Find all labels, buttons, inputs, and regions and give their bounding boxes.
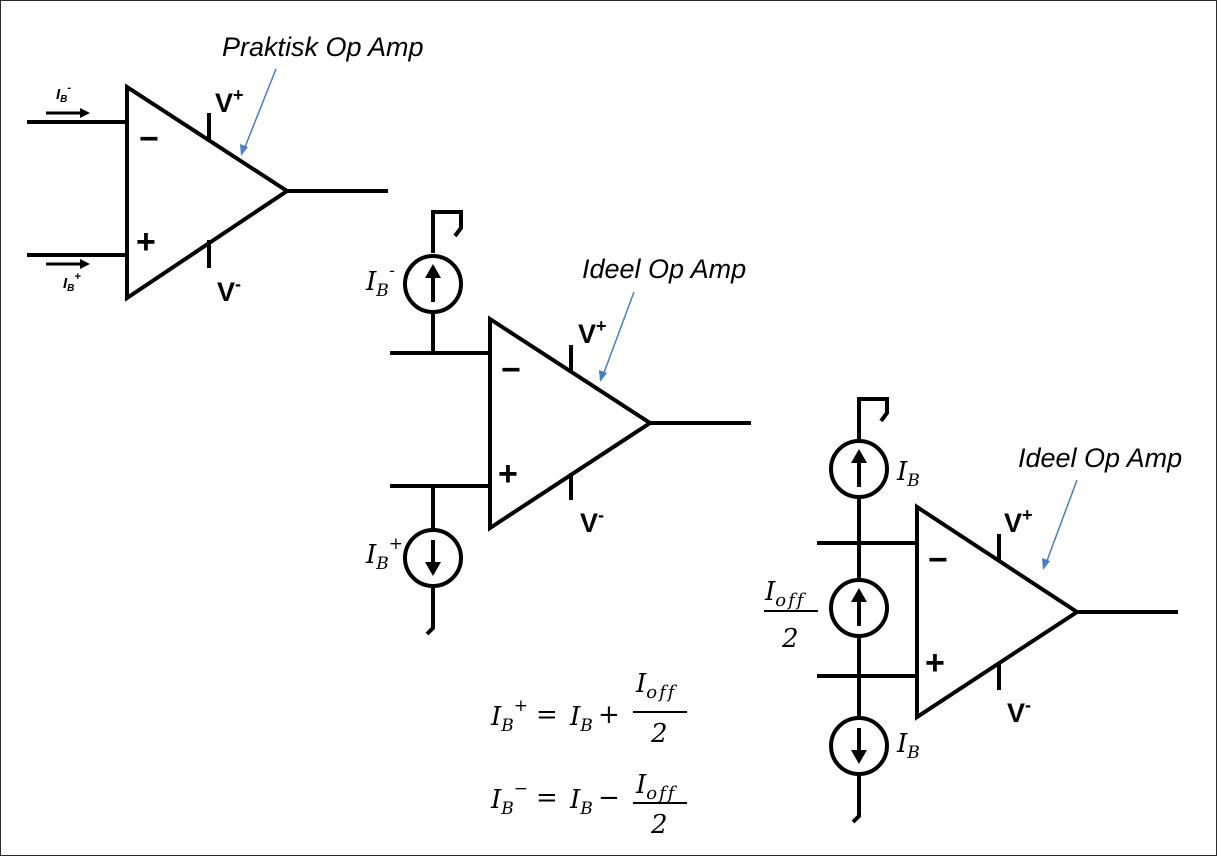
ideal-opamp-2-ib-bottom-label: $I_B$	[897, 729, 920, 763]
equation-ib-minus-frac-num: $I_{off}$	[636, 770, 677, 804]
equation-ib-minus-equals: =	[536, 783, 558, 813]
equation-ib-minus	[490, 770, 687, 840]
ideal-opamp-2-minus-sign: −	[928, 541, 948, 579]
ideal-opamp-1-pointer	[602, 292, 634, 378]
ideal-opamp-1-bottom-ground	[427, 586, 433, 634]
bias-equations	[490, 669, 687, 840]
practical-opamp-plus-sign: +	[136, 223, 156, 261]
ideal-opamp-2-vminus-label: V-	[1007, 695, 1032, 728]
equation-ib-minus-lhs: $I_B^-$	[491, 779, 529, 819]
equation-ib-plus	[490, 669, 687, 749]
practical-opamp-pointer-head	[240, 144, 248, 156]
practical-ib-plus-arrowhead	[80, 259, 90, 269]
ideal-opamp-1-vminus-label: V-	[580, 505, 605, 538]
ideal-opamp-2-plus-sign: +	[925, 644, 945, 682]
ideal-opamp-2-vplus-label: V+	[1004, 505, 1033, 538]
practical-opamp-pointer	[243, 69, 276, 152]
ideal-opamp-1-caption: Ideel Op Amp	[582, 254, 747, 284]
practical-ib-minus-arrowhead	[80, 108, 90, 118]
practical-opamp-caption: Praktisk Op Amp	[222, 32, 424, 62]
ideal-opamp-2-bottom-ground	[853, 774, 859, 822]
equation-ib-plus-lhs: $I_B^+$	[491, 696, 529, 736]
equation-ib-minus-frac-den: 2	[651, 810, 668, 840]
ideal-opamp-2-caption: Ideel Op Amp	[1018, 443, 1183, 473]
practical-opamp	[27, 32, 424, 307]
ideal-opamp-2-ib-top-label: $I_B$	[897, 457, 920, 491]
ideal-opamp-1-ib-plus-label: $I_B^+$	[366, 534, 404, 574]
ideal-opamp-2-top-ground	[859, 399, 887, 441]
equation-ib-minus-ib: $I_B$	[570, 785, 593, 819]
equation-ib-plus-operator: +	[598, 700, 620, 730]
equation-ib-plus-equals: =	[536, 700, 558, 730]
ideal-opamp-1	[365, 212, 751, 634]
ideal-opamp-2	[764, 399, 1182, 822]
ideal-opamp-1-ib-minus-label: $I_B^-$	[366, 261, 395, 301]
ideal-opamp-1-pointer-head	[599, 370, 607, 382]
practical-ib-plus-label: $I_B^+$	[63, 271, 81, 294]
practical-opamp-vminus-label: V-	[217, 274, 242, 307]
ideal-opamp-1-vplus-label: V+	[578, 316, 607, 349]
ideal-opamp-2-pointer	[1045, 480, 1077, 566]
equation-ib-plus-ib: $I_B$	[570, 702, 593, 736]
practical-opamp-vplus-label: V+	[215, 85, 244, 118]
ideal-opamp-1-top-ground	[433, 212, 461, 253]
ideal-opamp-1-minus-sign: −	[501, 351, 521, 389]
equation-ib-minus-operator: −	[598, 783, 620, 813]
equation-ib-plus-frac-num: $I_{off}$	[636, 669, 677, 703]
ideal-opamp-2-ioff-denominator: 2	[782, 624, 799, 654]
practical-opamp-minus-sign: −	[139, 120, 159, 158]
ideal-opamp-2-ioff-numerator: $I_{off}$	[765, 577, 806, 611]
ideal-opamp-2-pointer-head	[1042, 558, 1050, 570]
equation-ib-plus-frac-den: 2	[651, 719, 668, 749]
practical-ib-minus-label: $I_B^-$	[56, 82, 72, 105]
ideal-opamp-2-ioff-label	[764, 577, 818, 654]
ideal-opamp-1-plus-sign: +	[498, 455, 518, 493]
